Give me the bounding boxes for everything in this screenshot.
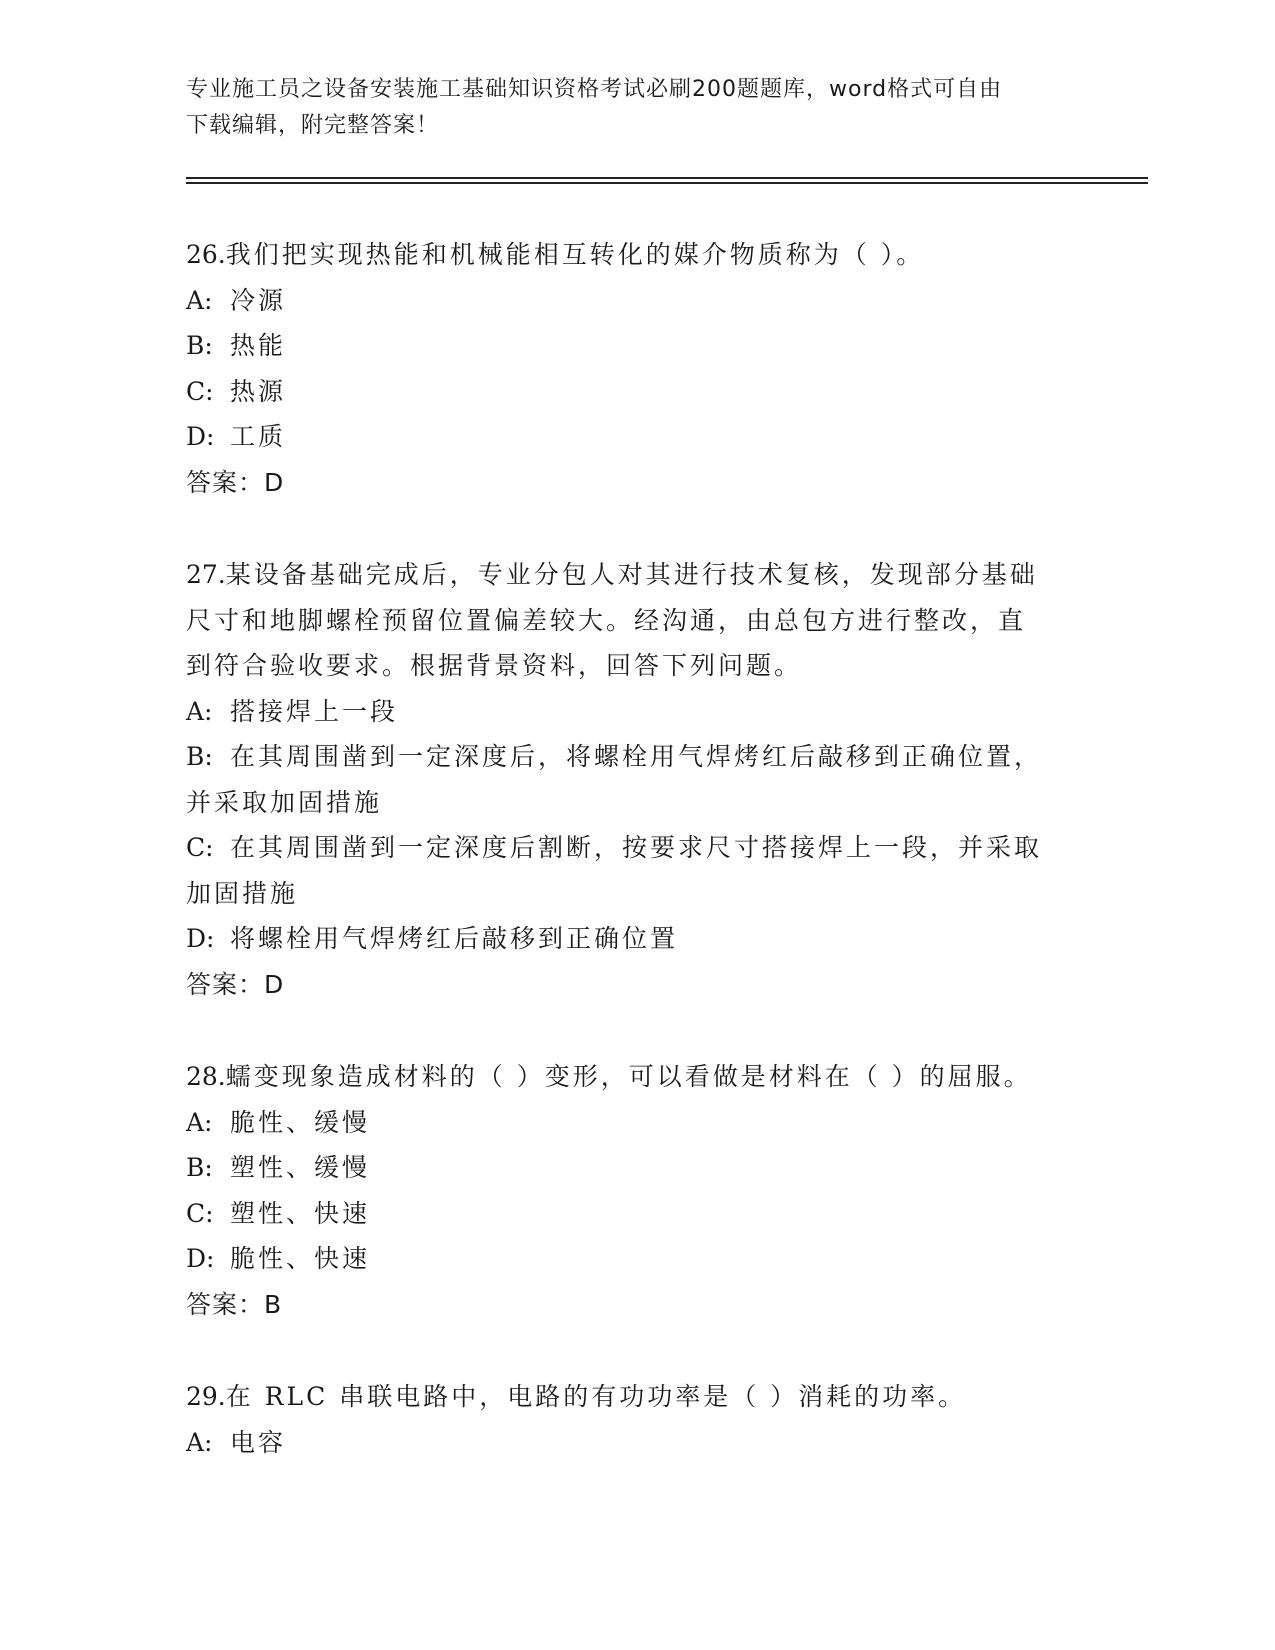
option-b <box>186 323 1086 369</box>
option-key: C: <box>186 1198 214 1228</box>
question-number: 26. <box>186 240 226 269</box>
option-text: 工质 <box>230 422 287 451</box>
option-c-continuation: 加固措施 <box>186 878 299 908</box>
option-text: 电容 <box>230 1427 287 1457</box>
option-b <box>186 734 1086 780</box>
option-key: A: <box>186 285 213 315</box>
option-key: C: <box>186 833 214 862</box>
question-stem <box>186 1054 1086 1100</box>
option-b <box>186 1145 1086 1191</box>
option-text: 塑性、缓慢 <box>230 1153 371 1182</box>
question-stem <box>186 1374 1086 1420</box>
question-number: 29. <box>186 1382 226 1411</box>
question-text-line-1: 某设备基础完成后，专业分包人对其进行技术复核，发现部分基础 <box>225 560 1038 589</box>
question-text: 蠕变现象造成材料的（ ）变形，可以看做是材料在（ ）的屈服。 <box>225 1062 1032 1091</box>
option-d <box>186 414 1086 460</box>
option-a <box>186 1100 1086 1146</box>
option-key: C: <box>186 376 214 406</box>
option-text: 热源 <box>230 376 287 406</box>
question-27 <box>186 552 1086 1007</box>
option-d <box>186 1236 1086 1282</box>
option-key: A: <box>186 1107 213 1137</box>
option-key: A: <box>186 696 213 726</box>
option-key: D: <box>186 1244 215 1273</box>
option-a <box>186 689 1086 735</box>
question-26 <box>186 232 1086 505</box>
question-29 <box>186 1374 1086 1465</box>
header-title-line-2: 下载编辑，附完整答案！ <box>186 113 440 138</box>
option-c <box>186 369 1086 415</box>
option-a <box>186 278 1086 324</box>
option-key: A: <box>186 1427 213 1457</box>
option-b-continuation: 并采取加固措施 <box>186 787 383 817</box>
option-key: B: <box>186 331 213 360</box>
option-c <box>186 825 1086 871</box>
option-key: B: <box>186 742 213 771</box>
question-text: 我们把实现热能和机械能相互转化的媒介物质称为（ ）。 <box>225 240 925 269</box>
option-text: 将螺栓用气焊烤红后敲移到正确位置 <box>230 924 679 953</box>
option-a <box>186 1420 1086 1466</box>
header-divider-bottom <box>186 182 1148 184</box>
answer-line: 答案：B <box>186 1289 283 1319</box>
question-stem <box>186 552 1086 598</box>
option-key: D: <box>186 422 215 451</box>
option-text: 塑性、快速 <box>230 1198 371 1228</box>
question-text-line-2: 尺寸和地脚螺栓预留位置偏差较大。经沟通，由总包方进行整改，直 <box>186 605 1027 635</box>
option-key: D: <box>186 924 215 953</box>
option-text: 搭接焊上一段 <box>230 696 399 726</box>
answer-line: 答案：D <box>186 467 285 497</box>
document-header <box>186 72 1066 144</box>
header-title-line-1: 专业施工员之设备安装施工基础知识资格考试必刷200题题库，word格式可自由 <box>186 77 1003 102</box>
option-text: 在其周围凿到一定深度后割断，按要求尺寸搭接焊上一段，并采取 <box>230 833 1043 862</box>
option-key: B: <box>186 1153 213 1182</box>
option-text: 冷源 <box>230 285 287 315</box>
option-text: 热能 <box>230 331 287 360</box>
option-c <box>186 1191 1086 1237</box>
question-text: 在 RLC 串联电路中，电路的有功功率是（ ）消耗的功率。 <box>225 1382 967 1411</box>
question-text-line-3: 到符合验收要求。根据背景资料，回答下列问题。 <box>186 651 803 680</box>
question-28 <box>186 1054 1086 1327</box>
option-text: 脆性、快速 <box>230 1244 371 1273</box>
question-list <box>186 232 1086 1512</box>
option-text: 脆性、缓慢 <box>230 1107 371 1137</box>
question-number: 28. <box>186 1062 226 1091</box>
question-number: 27. <box>186 560 226 589</box>
question-stem <box>186 232 1086 278</box>
header-divider-top <box>186 177 1148 179</box>
answer-line: 答案：D <box>186 969 285 999</box>
option-d <box>186 916 1086 962</box>
option-text: 在其周围凿到一定深度后，将螺栓用气焊烤红后敲移到正确位置， <box>230 742 1043 771</box>
